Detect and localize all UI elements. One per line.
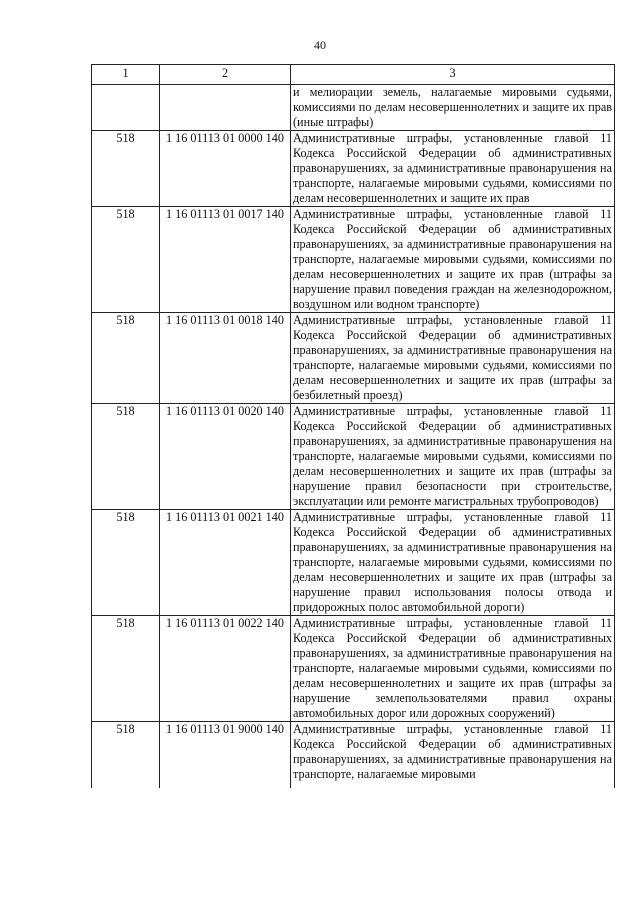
admin-code-cell: 518 xyxy=(92,313,160,404)
column-header-2: 2 xyxy=(160,65,291,85)
continuation-code-cell xyxy=(160,85,291,131)
continuation-row xyxy=(92,85,615,131)
description-cell: Административные штрафы, установленные главой 11 Кодекса Российской Федерации об административных правонарушениях, за административные правонарушения на транспорте, налагаемые мировыми судьями, комиссиями по делам несовершеннолетних и защите их прав (штрафы за нарушение правил безопасности при строительстве, эксплуатации или ремонте магистральных трубопроводов) xyxy=(291,404,615,510)
table-row xyxy=(92,404,615,510)
budget-code-cell: 1 16 01113 01 0022 140 xyxy=(160,616,291,722)
description-cell: Административные штрафы, установленные главой 11 Кодекса Российской Федерации об административных правонарушениях, за административные правонарушения на транспорте, налагаемые мировыми судьями, комиссиями по делам несовершеннолетних и защите их прав (штрафы за нарушение правил использования полосы отвода и придорожных полос автомобильной дороги) xyxy=(291,510,615,616)
budget-code-cell: 1 16 01113 01 0017 140 xyxy=(160,207,291,313)
table-header-row xyxy=(92,65,615,85)
column-header-3: 3 xyxy=(291,65,615,85)
description-cell: Административные штрафы, установленные главой 11 Кодекса Российской Федерации об административных правонарушениях, за административные правонарушения на транспорте, налагаемые мировыми судьями, комиссиями по делам несовершеннолетних и защите их прав (штрафы за нарушение землепользователями правил охраны автомобильных дорог или дорожных сооружений) xyxy=(291,616,615,722)
description-cell: Административные штрафы, установленные главой 11 Кодекса Российской Федерации об административных правонарушениях, за административные правонарушения на транспорте, налагаемые мировыми судьями, комиссиями по делам несовершеннолетних и защите их прав xyxy=(291,131,615,207)
budget-code-cell: 1 16 01113 01 9000 140 xyxy=(160,722,291,789)
description-cell: Административные штрафы, установленные главой 11 Кодекса Российской Федерации об административных правонарушениях, за административные правонарушения на транспорте, налагаемые мировыми судьями, комиссиями по делам несовершеннолетних и защите их прав (штрафы за безбилетный проезд) xyxy=(291,313,615,404)
continuation-text: и мелиорации земель, налагаемые мировыми судьями, комиссиями по делам несовершеннолетних и защите их прав (иные штрафы) xyxy=(291,85,615,131)
budget-code-cell: 1 16 01113 01 0000 140 xyxy=(160,131,291,207)
budget-code-cell: 1 16 01113 01 0018 140 xyxy=(160,313,291,404)
table-row xyxy=(92,313,615,404)
budget-code-cell: 1 16 01113 01 0021 140 xyxy=(160,510,291,616)
admin-code-cell: 518 xyxy=(92,404,160,510)
admin-code-cell: 518 xyxy=(92,722,160,789)
table-row xyxy=(92,510,615,616)
column-header-1: 1 xyxy=(92,65,160,85)
budget-codes-table xyxy=(91,64,615,788)
table-row xyxy=(92,616,615,722)
table-row xyxy=(92,722,615,789)
table-row xyxy=(92,207,615,313)
table-row xyxy=(92,131,615,207)
budget-code-cell: 1 16 01113 01 0020 140 xyxy=(160,404,291,510)
admin-code-cell: 518 xyxy=(92,207,160,313)
admin-code-cell: 518 xyxy=(92,510,160,616)
page-number: 40 xyxy=(314,38,326,52)
admin-code-cell: 518 xyxy=(92,131,160,207)
description-cell: Административные штрафы, установленные главой 11 Кодекса Российской Федерации об административных правонарушениях, за административные правонарушения на транспорте, налагаемые мировыми судьями, комиссиями по делам несовершеннолетних и защите их прав (штрафы за нарушение правил поведения граждан на железнодорожном, воздушном или водном транспорте) xyxy=(291,207,615,313)
admin-code-cell: 518 xyxy=(92,616,160,722)
continuation-num-cell xyxy=(92,85,160,131)
description-cell: Административные штрафы, установленные главой 11 Кодекса Российской Федерации об административных правонарушениях, за административные правонарушения на транспорте, налагаемые мировыми xyxy=(291,722,615,789)
